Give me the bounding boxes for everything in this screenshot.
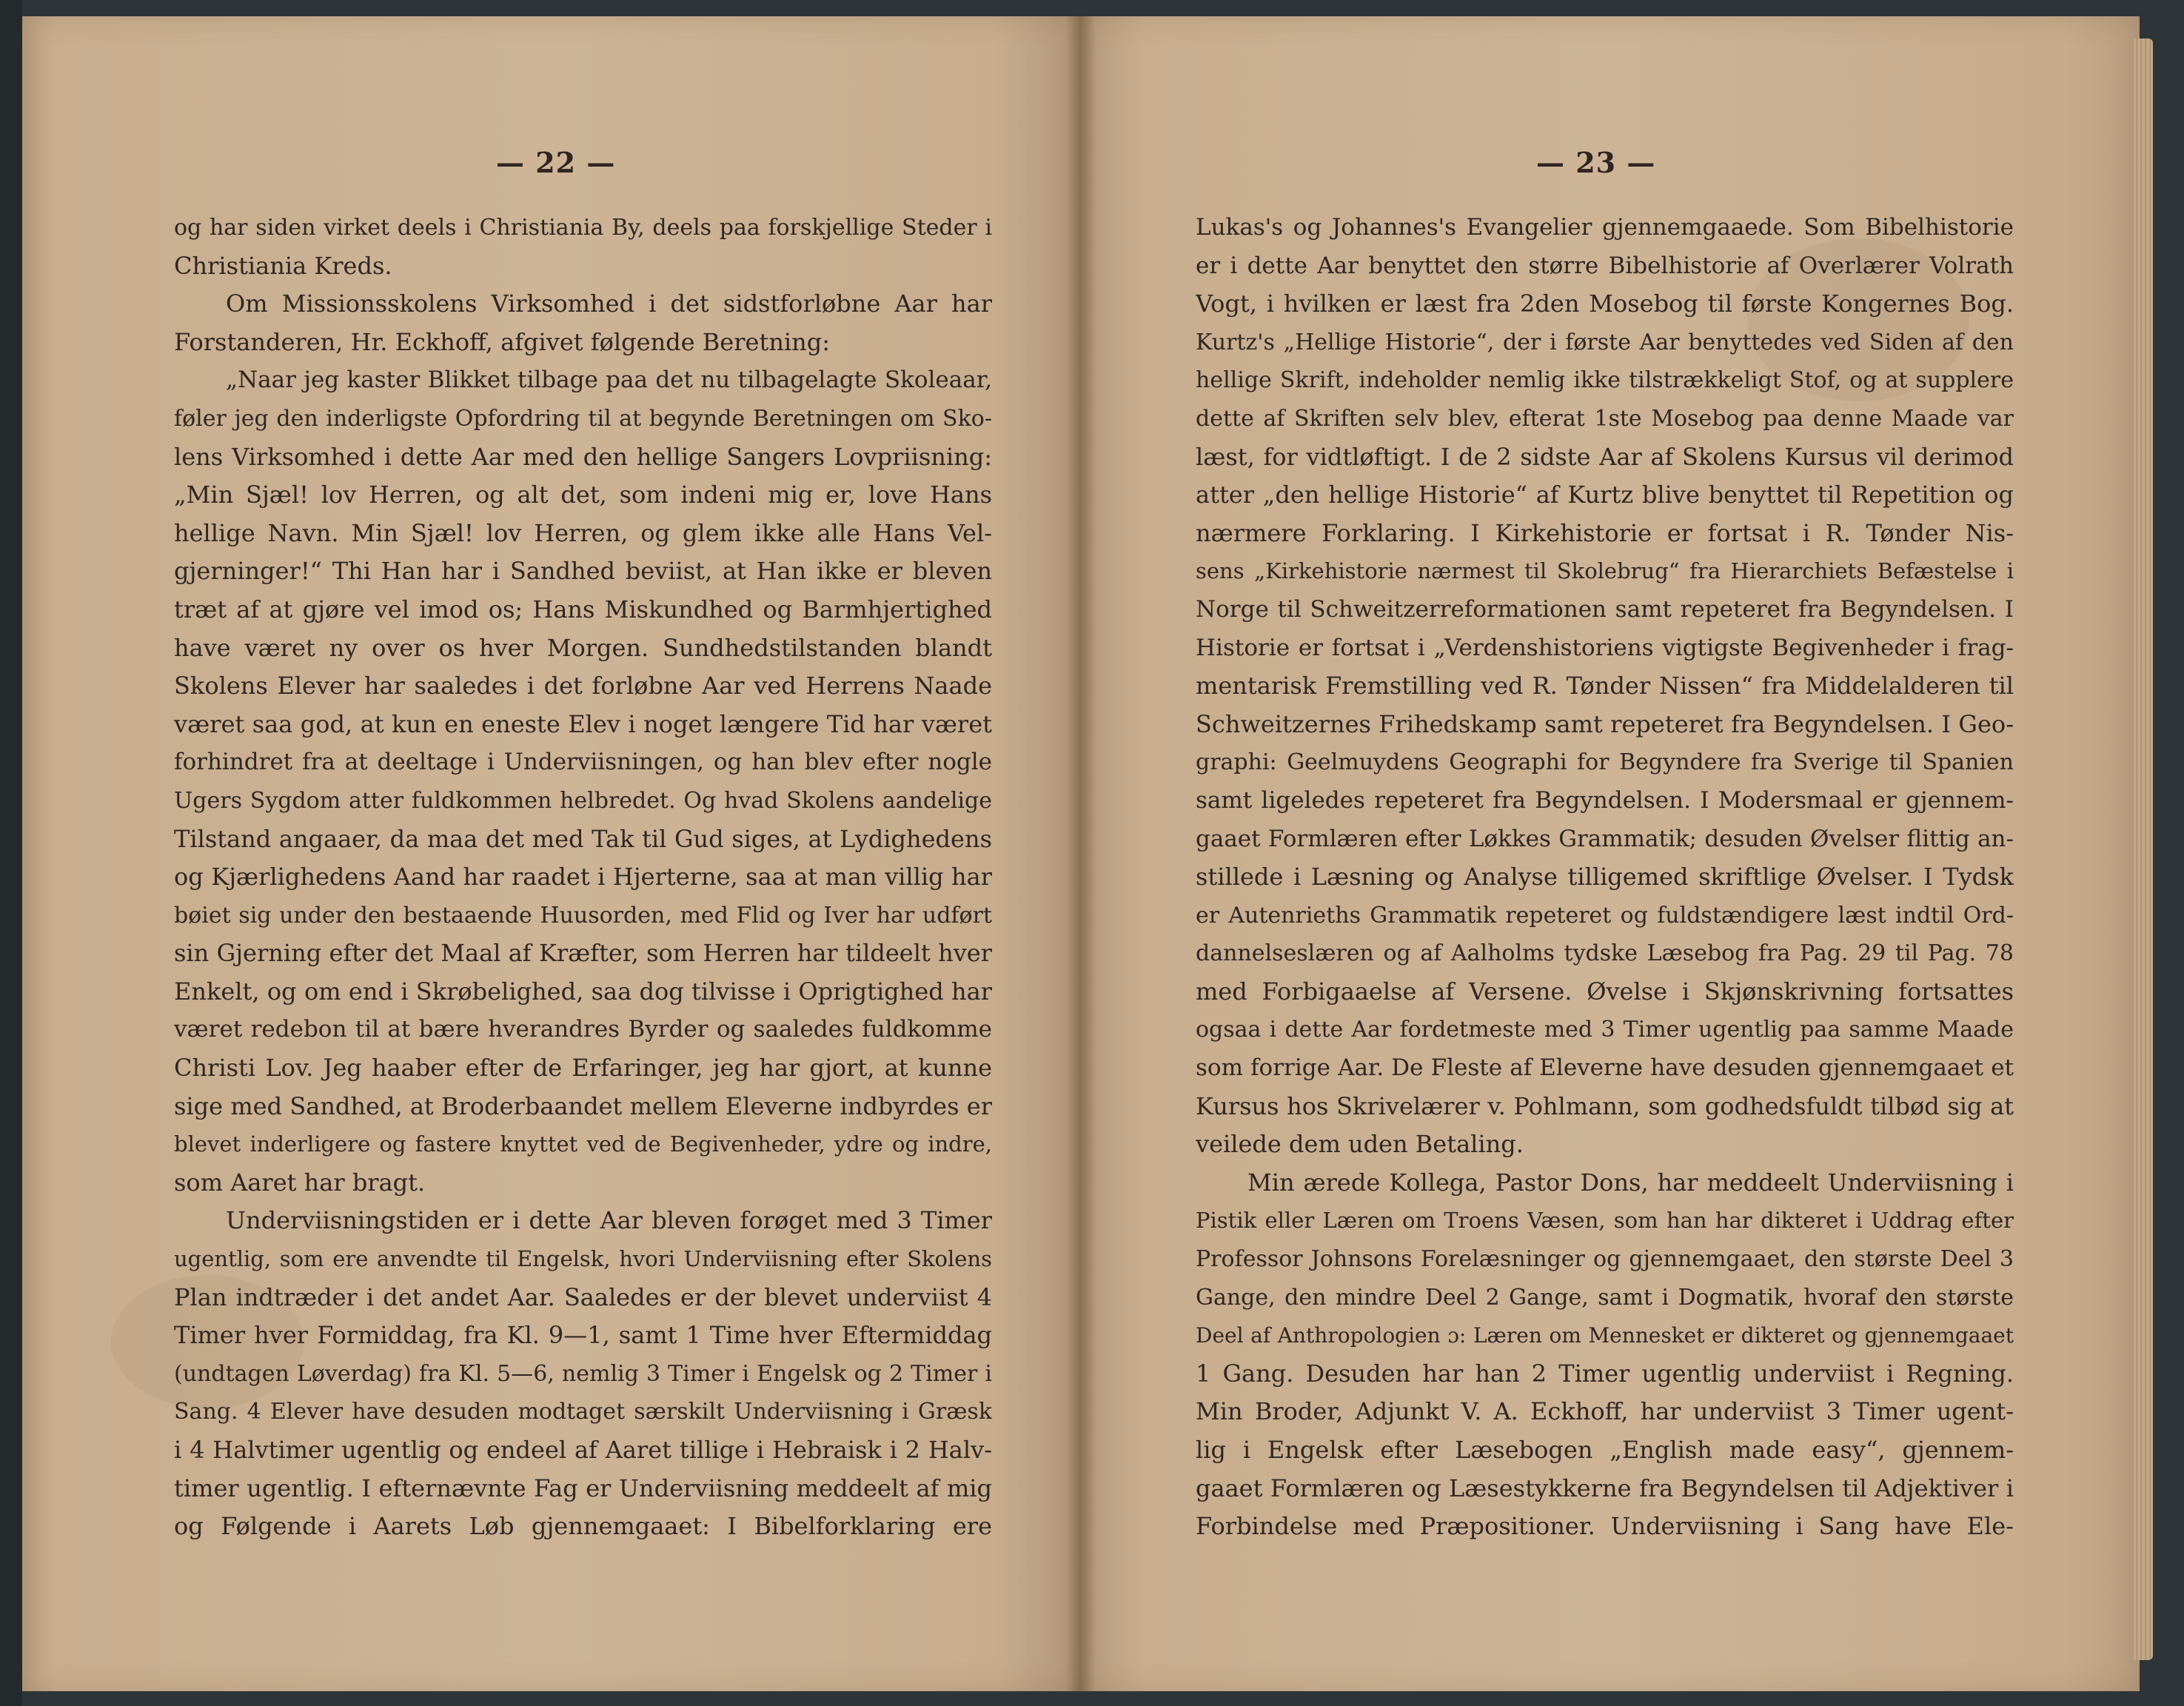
text-line: og Følgende i Aarets Løb gjennemgaaet: I Bibelforklaring ere [174,1512,992,1541]
text-line: hellige Navn. Min Sjæl! lov Herren, og glem ikke alle Hans Vel- [174,518,992,547]
text-line: ugentlig, som ere anvendte til Engelsk, hvori Underviisning efter Skolens [174,1246,992,1272]
text-line: og har siden virket deels i Christiania By, deels paa forskjellige Steder i [174,215,992,241]
text-line: som forrige Aar. De Fleste af Eleverne have desuden gjennemgaaet et [1196,1054,2014,1082]
page-number-right: — 23 — [1536,146,1656,179]
text-line: Christiania Kreds. [174,251,392,280]
text-line: er Autenrieths Grammatik repeteret og fuldstændigere læst indtil Ord- [1196,902,2014,929]
text-line: været redebon til at bære hverandres Byrder og saaledes fuldkomme [174,1016,992,1043]
page-number-left: — 22 — [496,146,616,179]
text-line: samt ligeledes repeteret fra Begyndelsen. I Modersmaal er gjennem- [1196,786,2014,814]
text-line: ogsaa i dette Aar fordetmeste med 3 Timer ugentlig paa samme Maade [1196,1017,2014,1043]
text-line: Deel af Anthropologien ɔ: Læren om Mennesket er dikteret og gjennemgaaet [1196,1323,2014,1348]
text-line: Min Broder, Adjunkt V. A. Eckhoff, har underviist 3 Timer ugent- [1196,1397,2014,1426]
text-line: dette af Skriften selv blev, efterat 1ste Mosebog paa denne Maade var [1196,405,2014,432]
text-line: forhindret fra at deeltage i Underviisningen, og han blev efter nogle [174,749,992,776]
text-line: Kursus hos Skrivelærer v. Pohlmann, som godhedsfuldt tilbød sig at [1196,1091,2014,1120]
text-line: med Forbigaaelse af Versene. Øvelse i Skjønskrivning fortsattes [1196,977,2014,1006]
text-line: Om Missionsskolens Virksomhed i det sidstforløbne Aar har [226,290,992,318]
open-book [22,16,2140,1691]
text-line: sin Gjerning efter det Maal af Kræfter, som Herren har tildeelt hver [174,939,992,968]
text-line: Enkelt, og om end i Skrøbelighed, saa dog tilvisse i Oprigtighed har [174,977,992,1006]
text-line: læst, for vidtløftigt. I de 2 sidste Aar af Skolens Kursus vil derimod [1196,442,2014,471]
text-line: sens „Kirkehistorie nærmest til Skolebrug“ fra Hierarchiets Befæstelse i [1196,558,2014,584]
text-line: været saa god, at kun en eneste Elev i noget længere Tid har været [174,709,992,738]
text-line: lig i Engelsk efter Læsebogen „English made easy“, gjennem- [1196,1436,2014,1464]
text-line: timer ugentlig. I efternævnte Fag er Underviisning meddeelt af mig [174,1473,992,1502]
text-line: mentarisk Fremstilling ved R. Tønder Nissen“ fra Middelalderen til [1196,672,2014,700]
text-line: Timer hver Formiddag, fra Kl. 9—1, samt 1 Time hver Eftermiddag [174,1321,992,1350]
text-line: er i dette Aar benyttet den større Bibelhistorie af Overlærer Volrath [1196,252,2014,279]
text-line: lens Virksomhed i dette Aar med den hellige Sangers Lovpriisning: [174,442,992,471]
right-page-text [1196,209,2014,1546]
text-line: gaaet Formlæren og Læsestykkerne fra Begyndelsen til Adjektiver i [1196,1473,2014,1502]
text-line: Historie er fortsat i „Verdenshistoriens vigtigste Begivenheder i frag- [1196,634,2014,661]
text-line: 1 Gang. Desuden har han 2 Timer ugentlig underviist i Regning. [1196,1359,2014,1388]
text-line: i 4 Halvtimer ugentlig og endeel af Aaret tillige i Hebraisk i 2 Halv- [174,1436,992,1464]
book-gutter [1066,16,1096,1691]
text-line: stillede i Læsning og Analyse tilligemed skriftlige Øvelser. I Tydsk [1196,863,2014,892]
text-line: Sang. 4 Elever have desuden modtaget særskilt Underviisning i Græsk [174,1399,992,1425]
text-line: gaaet Formlæren efter Løkkes Grammatik; desuden Øvelser flittig an- [1196,825,2014,852]
right-page [1081,16,2140,1691]
text-line: hellige Skrift, indeholder nemlig ikke tilstrækkeligt Stof, og at supplere [1196,367,2014,394]
text-line: nærmere Forklaring. I Kirkehistorie er fortsat i R. Tønder Nis- [1196,518,2014,547]
left-page-text [174,209,992,1546]
text-line: Plan indtræder i det andet Aar. Saaledes er der blevet underviist 4 [174,1282,992,1311]
text-line: og Kjærlighedens Aand har raadet i Hjerterne, saa at man villig har [174,863,992,892]
text-line: Forstanderen, Hr. Eckhoff, afgivet følgende Beretning: [174,327,831,356]
text-line: Ugers Sygdom atter fuldkommen helbredet. Og hvad Skolens aandelige [174,787,992,814]
text-line: „Naar jeg kaster Blikket tilbage paa det nu tilbagelagte Skoleaar, [226,367,992,394]
text-line: veilede dem uden Betaling. [1196,1130,1524,1159]
text-line: Professor Johnsons Forelæsninger og gjennemgaaet, den største Deel 3 [1196,1246,2014,1273]
text-line: Schweitzernes Frihedskamp samt repeteret fra Begyndelsen. I Geo- [1196,709,2014,738]
text-line: Forbindelse med Præpositioner. Underviisning i Sang have Ele- [1196,1512,2014,1541]
left-page [22,16,1081,1691]
text-line: træt af at gjøre vel imod os; Hans Miskundhed og Barmhjertighed [174,595,992,623]
scanner-backdrop [0,0,22,1706]
text-line: sige med Sandhed, at Broderbaandet mellem Eleverne indbyrdes er [174,1091,992,1120]
text-line: Underviisningstiden er i dette Aar bleven forøget med 3 Timer [226,1206,992,1235]
text-line: Min ærede Kollega, Pastor Dons, har meddeelt Underviisning i [1247,1168,2014,1197]
text-line: som Aaret har bragt. [174,1168,426,1197]
text-line: (undtagen Løverdag) fra Kl. 5—6, nemlig 3 Timer i Engelsk og 2 Timer i [174,1360,992,1387]
text-line: Kurtz's „Hellige Historie“, der i første Aar benyttedes ved Siden af den [1196,329,2014,355]
text-line: atter „den hellige Historie“ af Kurtz blive benyttet til Repetition og [1196,481,2014,509]
text-line: bøiet sig under den bestaaende Huusorden, med Flid og Iver har udført [174,902,992,929]
text-line: Pistik eller Læren om Troens Væsen, som han har dikteret i Uddrag efter [1196,1208,2014,1234]
text-line: „Min Sjæl! lov Herren, og alt det, som indeni mig er, love Hans [174,481,992,509]
text-line: dannelseslæren og af Aalholms tydske Læsebog fra Pag. 29 til Pag. 78 [1196,940,2014,967]
text-line: Tilstand angaaer, da maa det med Tak til Gud siges, at Lydighedens [174,824,992,853]
text-line: Lukas's og Johannes's Evangelier gjennemgaaede. Som Bibelhistorie [1196,214,2014,241]
text-line: Vogt, i hvilken er læst fra 2den Mosebog til første Kongernes Bog. [1196,290,2014,318]
text-line: Skolens Elever har saaledes i det forløbne Aar ved Herrens Naade [174,672,992,700]
text-line: Christi Lov. Jeg haaber efter de Erfaringer, jeg har gjort, at kunne [174,1054,992,1083]
text-line: blevet inderligere og fastere knyttet ved de Begivenheder, ydre og indre, [174,1131,992,1157]
text-line: Norge til Schweitzerreformationen samt repeteret fra Begyndelsen. I [1196,595,2014,623]
text-line: graphi: Geelmuydens Geographi for Begyndere fra Sverige til Spanien [1196,749,2014,776]
text-line: gjerninger!“ Thi Han har i Sandhed beviist, at Han ikke er bleven [174,557,992,586]
text-line: føler jeg den inderligste Opfordring til at begynde Beretningen om Sko- [174,405,992,432]
text-line: have været ny over os hver Morgen. Sundhedstilstanden blandt [174,633,992,662]
page-edges [2134,39,2153,1660]
text-line: Gange, den mindre Deel 2 Gange, samt i Dogmatik, hvoraf den største [1196,1284,2014,1311]
